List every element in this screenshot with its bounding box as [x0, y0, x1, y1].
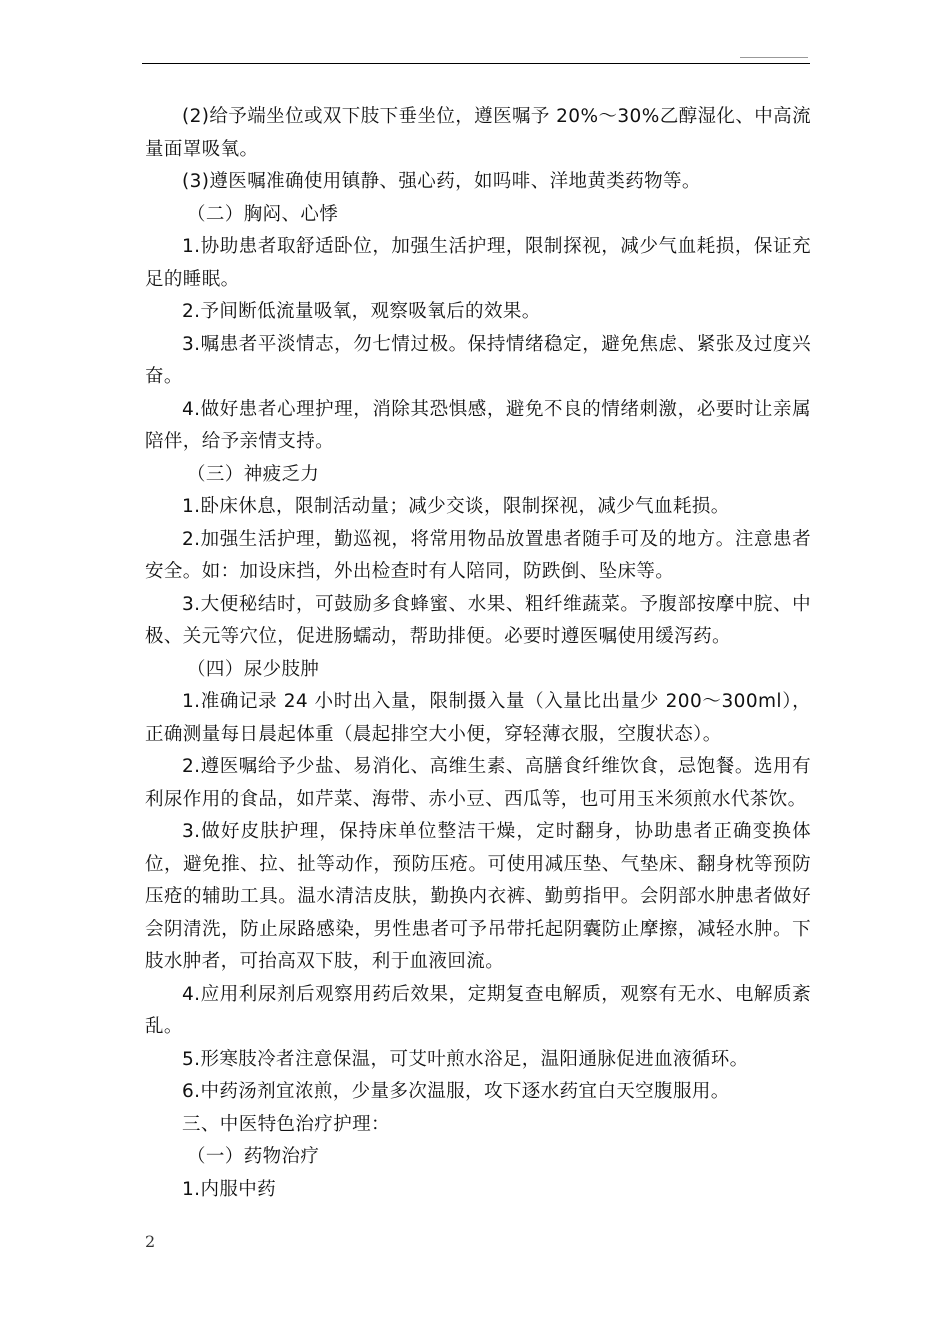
header-rule — [142, 63, 810, 64]
chapter-heading: 三、中医特色治疗护理： — [182, 1113, 390, 1135]
paragraph: 4.做好患者心理护理，消除其恐惧感，避免不良的情绪刺激，必要时让亲属陪伴，给予亲情支持。 — [145, 398, 811, 452]
paragraph: 3.做好皮肤护理，保持床单位整洁干燥，定时翻身，协助患者正确变换体位，避免推、拉、扯等动作，预防压疮。可使用减压垫、气垫床、翻身枕等预防压疮的辅助工具。温水清洁皮肤，勤换内衣裤、勤剪指甲。会阴部水肿患者做好会阴清洗，防止尿路感染，男性患者可予吊带托起阴囊防止摩擦，减轻水肿。下肢水肿者，可抬高双下肢，利于血液回流。 — [145, 821, 811, 972]
paragraph: 2.遵医嘱给予少盐、易消化、高维生素、高膳食纤维饮食，忌饱餐。选用有利尿作用的食品，如芹菜、海带、赤小豆、西瓜等，也可用玉米须煎水代茶饮。 — [145, 756, 811, 810]
paragraph: 1.准确记录 24 小时出入量，限制摄入量（入量比出量少 200～300ml），正确测量每日晨起体重（晨起排空大小便，穿轻薄衣服，空腹状态）。 — [145, 691, 811, 745]
section-heading: （三）神疲乏力 — [187, 463, 320, 485]
section-heading: （四）尿少肢肿 — [187, 658, 320, 680]
paragraph: (3)遵医嘱准确使用镇静、强心药，如吗啡、洋地黄类药物等。 — [182, 171, 701, 192]
header-mark — [740, 57, 808, 58]
paragraph: 4.应用利尿剂后观察用药后效果，定期复查电解质，观察有无水、电解质紊乱。 — [145, 983, 811, 1037]
section-heading: （二）胸闷、心悸 — [187, 203, 339, 225]
paragraph: (2)给予端坐位或双下肢下垂坐位，遵医嘱予 20%～30%乙醇湿化、中高流量面罩吸氧。 — [145, 106, 811, 160]
paragraph: 1.卧床休息，限制活动量；减少交谈，限制探视，减少气血耗损。 — [182, 496, 730, 517]
paragraph: 6.中药汤剂宜浓煎，少量多次温服，攻下逐水药宜白天空腹服用。 — [182, 1081, 730, 1102]
page-number: 2 — [145, 1232, 156, 1251]
document-body — [145, 101, 811, 1206]
paragraph: 3.大便秘结时，可鼓励多食蜂蜜、水果、粗纤维蔬菜。予腹部按摩中脘、中极、关元等穴位，促进肠蠕动，帮助排便。必要时遵医嘱使用缓泻药。 — [145, 593, 811, 647]
paragraph: 5.形寒肢冷者注意保温，可艾叶煎水浴足，温阳通脉促进血液循环。 — [182, 1048, 749, 1070]
paragraph: 3.嘱患者平淡情志，勿七情过极。保持情绪稳定，避免焦虑、紧张及过度兴奋。 — [145, 333, 811, 387]
paragraph: 1.协助患者取舒适卧位，加强生活护理，限制探视，减少气血耗损，保证充足的睡眠。 — [145, 236, 811, 290]
section-heading: （一）药物治疗 — [187, 1146, 320, 1167]
paragraph: 2.加强生活护理，勤巡视，将常用物品放置患者随手可及的地方。注意患者安全。如：加设床挡，外出检查时有人陪同，防跌倒、坠床等。 — [145, 528, 811, 582]
paragraph: 2.予间断低流量吸氧，观察吸氧后的效果。 — [182, 301, 541, 322]
paragraph: 1.内服中药 — [182, 1178, 277, 1200]
